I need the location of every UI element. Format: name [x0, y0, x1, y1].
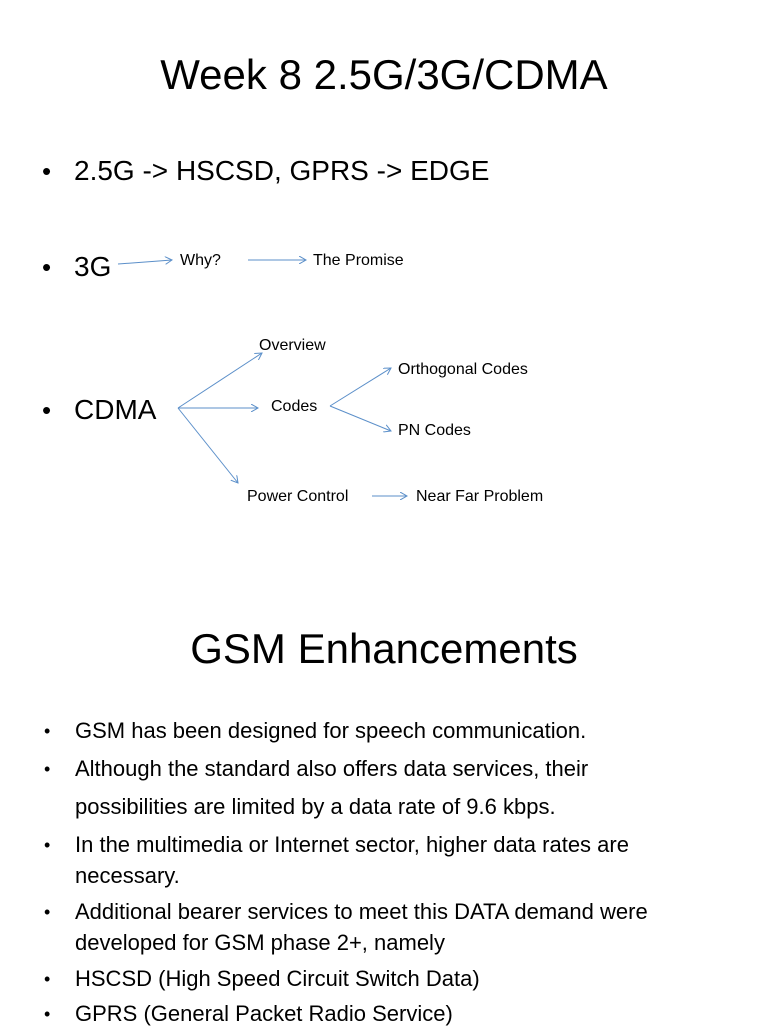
bullet-line: GPRS (General Packet Radio Service) — [75, 1001, 453, 1026]
bullet-marker: • — [42, 395, 52, 425]
diagram-label-codes: Codes — [271, 398, 318, 415]
bullet-line-continuation: possibilities are limited by a data rate of 9.6 kbps. — [75, 794, 556, 819]
arrow-cdma-overview — [178, 353, 262, 408]
bullet-marker: • — [44, 721, 51, 741]
diagram-label-promise: The Promise — [313, 252, 404, 269]
bullet-marker: • — [44, 969, 51, 989]
bullet-marker: • — [44, 759, 51, 779]
bullet-marker: • — [44, 902, 51, 922]
bullet-line: Additional bearer services to meet this DATA demand were — [75, 899, 648, 924]
bullet-line: HSCSD (High Speed Circuit Switch Data) — [75, 966, 480, 991]
bullet-3g: 3G — [74, 251, 112, 282]
bullet-marker: • — [44, 835, 51, 855]
diagram-label-power-control: Power Control — [247, 488, 349, 505]
arrow-cdma-power — [178, 408, 238, 483]
bullet-line-continuation: necessary. — [75, 863, 180, 888]
bullet-marker: • — [44, 1004, 51, 1024]
slide-title: Week 8 2.5G/3G/CDMA — [160, 51, 608, 98]
bullet-marker: • — [42, 156, 52, 186]
slide-title: GSM Enhancements — [190, 625, 578, 672]
bullet-cdma: CDMA — [74, 394, 157, 425]
bullet-line-continuation: developed for GSM phase 2+, namely — [75, 930, 445, 955]
diagram-label-orthogonal: Orthogonal Codes — [398, 361, 528, 378]
bullet-marker: • — [42, 252, 52, 282]
bullet-line: GSM has been designed for speech communication. — [75, 718, 587, 743]
diagram-label-near-far: Near Far Problem — [416, 488, 544, 505]
arrow-codes-pn — [330, 406, 391, 431]
diagram-label-pn: PN Codes — [398, 422, 471, 439]
bullet-line: In the multimedia or Internet sector, higher data rates are — [75, 832, 629, 857]
bullet-line: Although the standard also offers data services, their — [75, 756, 589, 781]
diagram-label-why: Why? — [180, 252, 221, 269]
bullet-2-5g: 2.5G -> HSCSD, GPRS -> EDGE — [74, 155, 490, 186]
arrow-3g-why — [118, 260, 172, 264]
arrow-codes-orthogonal — [330, 368, 391, 406]
diagram-label-overview: Overview — [259, 337, 326, 354]
